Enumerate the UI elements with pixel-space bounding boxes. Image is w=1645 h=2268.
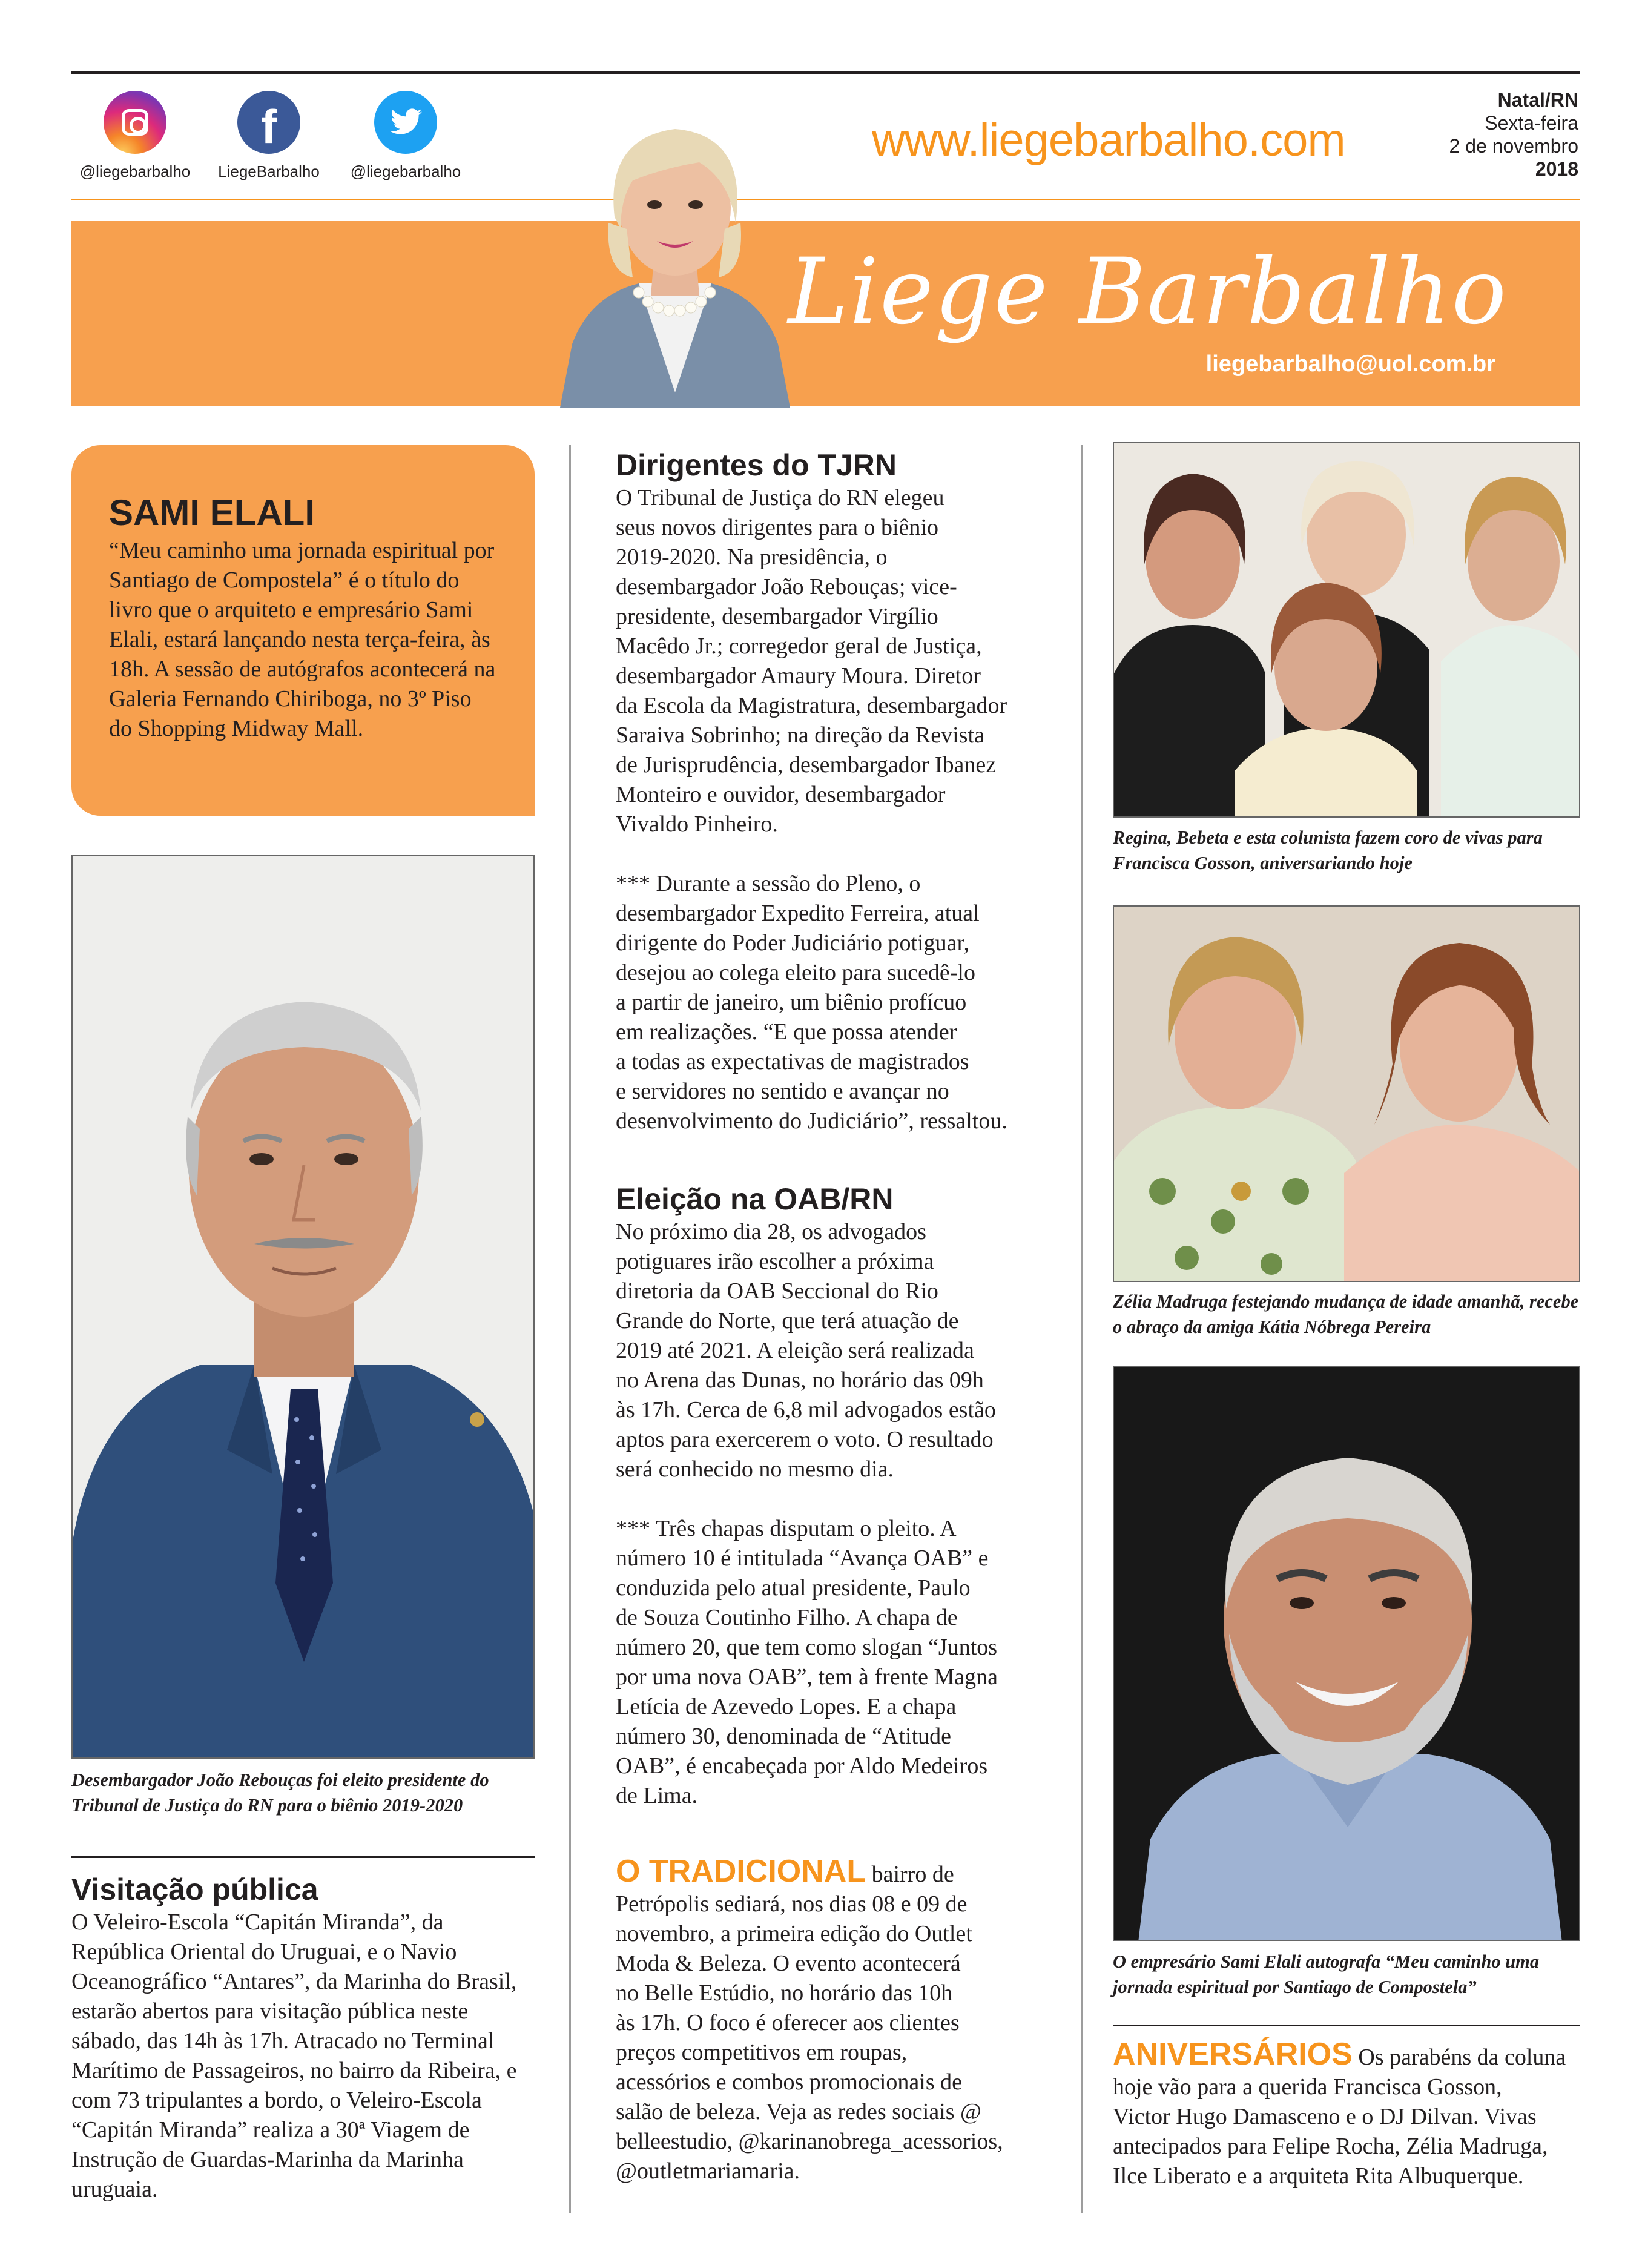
columnist-portrait — [548, 78, 802, 408]
aniversarios-article — [1113, 2037, 1591, 2191]
visitacao-body: O Veleiro-Escola “Capitán Miranda”, da República Oriental do Uruguai, e o Navio Oceanográfico “Antares”, da Marinha do Brasil, estarão abertos para visitação pública neste sábado, das 14h às 17h. Atracado no Terminal Marítimo de Passageiros, no bairro da Ribeira, e com 73 tripulantes a bordo, o Veleiro-Escola “Capitán Miranda” realiza a 30ª Viagem de Instrução de Guardas-Marinha da Marinha uruguaia. — [71, 1909, 517, 2202]
columnist-name: Liege Barbalho — [788, 239, 1508, 345]
tjrn-article — [616, 447, 1064, 1136]
website-link[interactable]: www.liegebarbalho.com — [872, 114, 1345, 166]
instagram-handle: @liegebarbalho — [79, 162, 191, 180]
reboucas-caption: Desembargador João Rebouças foi eleito presidente do Tribunal de Justiça do RN para o biênio 2019-2020 — [71, 1770, 489, 1816]
visitacao-title: Visitação pública — [71, 1873, 318, 1906]
section-rule — [1113, 2025, 1580, 2026]
tradicional-article — [616, 1854, 1064, 2186]
top-rule — [71, 71, 1580, 74]
sami-elali-callout — [71, 445, 535, 816]
zelia-caption: Zélia Madruga festejando mudança de idade amanhã, recebe o abraço da amiga Kátia Nóbrega Pereira — [1113, 1291, 1579, 1337]
photo-sami-elali — [1113, 1366, 1580, 1941]
columnist-banner — [71, 221, 1580, 406]
tradicional-body: bairro de Petrópolis sediará, nos dias 08 e 09 de novembro, a primeira edição do Outlet Moda & Beleza. O evento acontecerá no Belle Estúdio, no horário das 10h às 17h. O foco é oferecer aos clientes preços competitivos em roupas, acessórios e combos promocionais de salão de beleza. Veja as redes sociais @ belleestudio, @karinanobrega_acessorios, @outletmariamaria. — [616, 1862, 1003, 2184]
photo-joao-reboucas — [71, 855, 535, 1759]
city: Natal/RN — [1497, 89, 1578, 111]
twitter-handle: @liegebarbalho — [350, 162, 461, 180]
instagram-link[interactable] — [74, 91, 196, 181]
oab-article — [616, 1181, 1064, 1811]
oab-title: Eleição na OAB/RN — [616, 1182, 894, 1216]
tjrn-paragraph-2: *** Durante a sessão do Pleno, o desembargador Expedito Ferreira, atual dirigente do Poder Judiciário potiguar, desejou ao colega eleito para sucedê-lo a partir de janeiro, um biênio profícuo em realizações. “E que possa atender a todas as expectativas de magistrados e servidores no sentido e avançar no desenvolvimento do Judiciário”, ressaltou. — [616, 871, 1007, 1134]
tradicional-lead: O TRADICIONAL — [616, 1854, 866, 1889]
tjrn-paragraph-1: O Tribunal de Justiça do RN elegeu seus novos dirigentes para o biênio 2019-2020. Na presidência, o desembargador João Rebouças; vice- presidente, desembargador Virgílio Macêdo Jr.; corregedor geral de Justiça, desembargador Amaury Moura. Diretor da Escola da Magistratura, desembargador Saraiva Sobrinho; na direção da Revista de Jurisprudência, desembargador Ibanez Monteiro e ouvidor, desembargador Vivaldo Pinheiro. — [616, 485, 1007, 837]
year: 2018 — [1535, 158, 1578, 180]
sami-caption: O empresário Sami Elali autografa “Meu caminho uma jornada espiritual por Santiago de Compostela” — [1113, 1951, 1540, 1997]
facebook-icon: f — [237, 91, 300, 154]
twitter-link[interactable] — [345, 91, 466, 181]
column-divider — [569, 445, 571, 2213]
column-divider — [1081, 445, 1083, 2213]
aniversarios-body: Os parabéns da coluna hoje vão para a querida Francisca Gosson, Victor Hugo Damasceno e o DJ Dilvan. Vivas antecipados para Felipe Rocha, Zélia Madruga, Ilce Liberato e a arquiteta Rita Albuquerque. — [1113, 2045, 1566, 2189]
photo-group-four-women — [1113, 442, 1580, 818]
callout-body: “Meu caminho uma jornada espiritual por Santiago de Compostela” é o título do livro que o arquiteto e empresário Sami Elali, estará lançando nesta terça-feira, às 18h. A sessão de autógrafos acontecerá na Galeria Fernando Chiriboga, no 3º Piso do Shopping Midway Mall. — [109, 538, 496, 741]
date-block — [1449, 88, 1578, 180]
weekday: Sexta-feira — [1485, 112, 1578, 134]
instagram-icon — [104, 91, 166, 154]
oab-paragraph-2: *** Três chapas disputam o pleito. A número 10 é intitulada “Avança OAB” e conduzida pelo atual presidente, Paulo de Souza Coutinho Filho. A chapa de número 20, que tem como slogan “Juntos por uma nova OAB”, tem à frente Magna Letícia de Azevedo Lopes. E a chapa número 30, denominada de “Atitude OAB”, é encabeçada por Aldo Medeiros de Lima. — [616, 1516, 998, 1808]
visitacao-article — [71, 1871, 535, 2204]
twitter-icon — [374, 91, 437, 154]
callout-title: SAMI ELALI — [109, 492, 315, 533]
aniversarios-lead: ANIVERSÁRIOS — [1113, 2037, 1353, 2072]
group-caption: Regina, Bebeta e esta colunista fazem coro de vivas para Francisca Gosson, aniversariando hoje — [1113, 827, 1543, 873]
facebook-handle: LiegeBarbalho — [218, 162, 320, 180]
section-rule — [71, 1856, 535, 1858]
columnist-email[interactable]: liegebarbalho@uol.com.br — [1205, 351, 1495, 377]
oab-paragraph-1: No próximo dia 28, os advogados potiguares irão escolher a próxima diretoria da OAB Seccional do Rio Grande do Norte, que terá atuação de 2019 até 2021. A eleição será realizada no Arena das Dunas, no horário das 09h às 17h. Cerca de 6,8 mil advogados estão aptos para exercerem o voto. O resultado será conhecido no mesmo dia. — [616, 1219, 996, 1482]
date: 2 de novembro — [1449, 135, 1578, 157]
tjrn-title: Dirigentes do TJRN — [616, 448, 897, 482]
photo-zelia-katia — [1113, 905, 1580, 1282]
facebook-link[interactable] — [208, 91, 329, 181]
header-divider — [71, 199, 1580, 200]
